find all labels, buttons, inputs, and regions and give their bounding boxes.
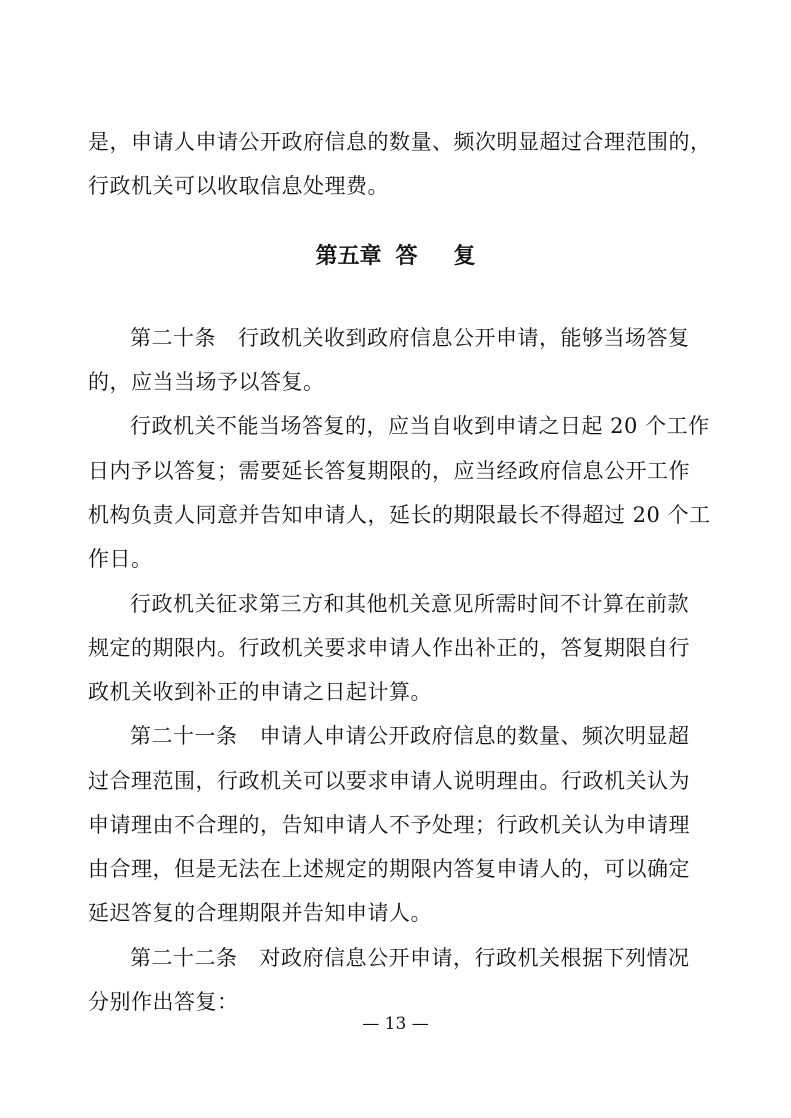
text-line: 延迟答复的合理期限并告知申请人。	[88, 901, 432, 925]
text-line: 政机关收到补正的申请之日起计算。	[88, 680, 432, 704]
article-text: 行政机关收到政府信息公开申请，能够当场答复	[238, 326, 690, 350]
text-line: 由合理，但是无法在上述规定的期限内答复申请人的，可以确定	[88, 857, 690, 881]
text-line: 过合理范围，行政机关可以要求申请人说明理由。行政机关认为	[88, 769, 690, 793]
page-number: — 13 —	[362, 1014, 429, 1034]
text-line: 行政机关可以收取信息处理费。	[88, 174, 389, 198]
text-line: 申请理由不合理的，告知申请人不予处理；行政机关认为申请理	[88, 813, 690, 837]
text-line: 机构负责人同意并告知申请人，延长的期限最长不得超过 20 个工	[88, 503, 711, 527]
text-line: 是，申请人申请公开政府信息的数量、频次明显超过合理范围的，	[88, 130, 712, 154]
article-20-first-line	[130, 323, 740, 353]
article-label: 第二十一条	[130, 724, 238, 748]
text-line: 行政机关征求第三方和其他机关意见所需时间不计算在前款	[130, 592, 689, 616]
article-label: 第二十二条	[130, 946, 238, 970]
article-21-first-line	[130, 721, 740, 751]
chapter-number: 第五章	[315, 244, 382, 269]
text-line: 行政机关不能当场答复的，应当自收到申请之日起 20 个工作	[130, 414, 710, 438]
chapter-heading	[0, 242, 791, 272]
text-line: 规定的期限内。行政机关要求申请人作出补正的，答复期限自行	[88, 636, 690, 660]
text-line: 日内予以答复；需要延长答复期限的，应当经政府信息公开工作	[88, 459, 690, 483]
article-text: 申请人申请公开政府信息的数量、频次明显超	[259, 724, 690, 748]
text-line: 作日。	[88, 547, 153, 571]
text-line: 分别作出答复：	[88, 990, 239, 1014]
text-line: 的，应当当场予以答复。	[88, 370, 325, 394]
chapter-title-char: 答	[395, 244, 418, 269]
article-22-first-line	[130, 943, 740, 973]
article-label: 第二十条	[130, 326, 216, 350]
chapter-title-char: 复	[453, 244, 476, 269]
article-text: 对政府信息公开申请，行政机关根据下列情况	[259, 946, 690, 970]
